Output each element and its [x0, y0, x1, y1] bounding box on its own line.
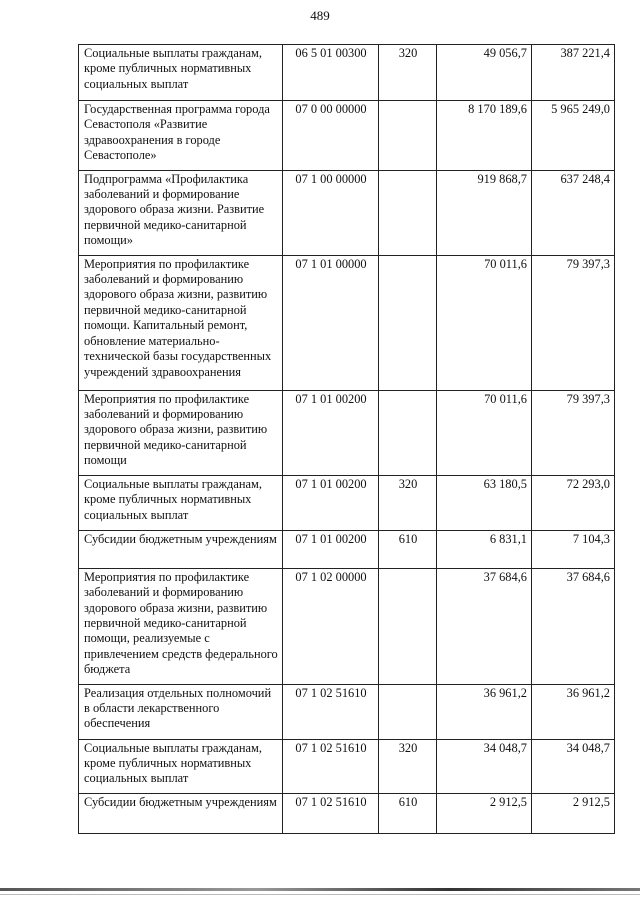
cell-amount-1: 37 684,6: [437, 568, 532, 684]
cell-expense-type: 610: [379, 793, 437, 833]
cell-code: 07 1 00 00000: [283, 170, 379, 255]
cell-name: Реализация отдельных полномочий в области лекарственного обеспечения: [79, 684, 283, 739]
budget-table: [78, 44, 615, 834]
scan-edge-line-thin: [0, 894, 640, 895]
cell-amount-2: 34 048,7: [532, 739, 615, 793]
cell-amount-2: 2 912,5: [532, 793, 615, 833]
cell-code: 07 1 02 51610: [283, 684, 379, 739]
table-row: [79, 684, 615, 739]
table-row: [79, 390, 615, 475]
scan-edge-line: [0, 888, 640, 891]
table-row: [79, 793, 615, 833]
cell-amount-2: 387 221,4: [532, 45, 615, 101]
table-row: [79, 255, 615, 390]
cell-expense-type: 320: [379, 45, 437, 101]
cell-amount-2: 36 961,2: [532, 684, 615, 739]
cell-amount-2: 79 397,3: [532, 255, 615, 390]
table-row: [79, 45, 615, 101]
cell-code: 06 5 01 00300: [283, 45, 379, 101]
cell-amount-2: 72 293,0: [532, 475, 615, 530]
cell-amount-2: 79 397,3: [532, 390, 615, 475]
cell-code: 07 1 02 51610: [283, 793, 379, 833]
table-row: [79, 568, 615, 684]
cell-expense-type: [379, 101, 437, 171]
cell-amount-1: 34 048,7: [437, 739, 532, 793]
cell-amount-1: 36 961,2: [437, 684, 532, 739]
table-body: [79, 45, 615, 834]
cell-name: Мероприятия по профилактике заболеваний и формированию здорового образа жизни, развитию первичной медико-санитарной помощи. Капитальный ремонт, обновление материально-технической базы государственных учреждений здравоохранения: [79, 255, 283, 390]
cell-expense-type: [379, 390, 437, 475]
cell-code: 07 1 01 00000: [283, 255, 379, 390]
table-row: [79, 170, 615, 255]
cell-expense-type: 320: [379, 475, 437, 530]
cell-name: Социальные выплаты гражданам, кроме публичных нормативных социальных выплат: [79, 739, 283, 793]
cell-expense-type: [379, 684, 437, 739]
cell-amount-2: 37 684,6: [532, 568, 615, 684]
cell-name: Социальные выплаты гражданам, кроме публичных нормативных социальных выплат: [79, 45, 283, 101]
cell-name: Мероприятия по профилактике заболеваний и формированию здорового образа жизни, развитию первичной медико-санитарной помощи: [79, 390, 283, 475]
cell-expense-type: 610: [379, 530, 437, 568]
cell-amount-1: 70 011,6: [437, 255, 532, 390]
cell-amount-1: 63 180,5: [437, 475, 532, 530]
cell-amount-2: 637 248,4: [532, 170, 615, 255]
cell-name: Субсидии бюджетным учреждениям: [79, 530, 283, 568]
table-row: [79, 475, 615, 530]
cell-code: 07 1 01 00200: [283, 475, 379, 530]
cell-name: Социальные выплаты гражданам, кроме публичных нормативных социальных выплат: [79, 475, 283, 530]
cell-name: Мероприятия по профилактике заболеваний и формированию здорового образа жизни, развитию первичной медико-санитарной помощи, реализуемые с привлечением средств федерального бюджета: [79, 568, 283, 684]
cell-amount-2: 7 104,3: [532, 530, 615, 568]
cell-code: 07 1 02 51610: [283, 739, 379, 793]
table-row: [79, 739, 615, 793]
cell-expense-type: [379, 255, 437, 390]
cell-expense-type: [379, 170, 437, 255]
page-number: 489: [310, 8, 330, 23]
cell-amount-1: 49 056,7: [437, 45, 532, 101]
cell-amount-1: 2 912,5: [437, 793, 532, 833]
cell-expense-type: [379, 568, 437, 684]
cell-amount-1: 6 831,1: [437, 530, 532, 568]
cell-code: 07 1 02 00000: [283, 568, 379, 684]
cell-code: 07 0 00 00000: [283, 101, 379, 171]
cell-name: Государственная программа города Севастополя «Развитие здравоохранения в городе Севастополе»: [79, 101, 283, 171]
cell-amount-2: 5 965 249,0: [532, 101, 615, 171]
cell-name: Субсидии бюджетным учреждениям: [79, 793, 283, 833]
cell-amount-1: 70 011,6: [437, 390, 532, 475]
table-row: [79, 101, 615, 171]
cell-amount-1: 8 170 189,6: [437, 101, 532, 171]
cell-name: Подпрограмма «Профилактика заболеваний и формирование здорового образа жизни. Развитие первичной медико-санитарной помощи»: [79, 170, 283, 255]
cell-code: 07 1 01 00200: [283, 530, 379, 568]
cell-amount-1: 919 868,7: [437, 170, 532, 255]
cell-expense-type: 320: [379, 739, 437, 793]
cell-code: 07 1 01 00200: [283, 390, 379, 475]
table-row: [79, 530, 615, 568]
